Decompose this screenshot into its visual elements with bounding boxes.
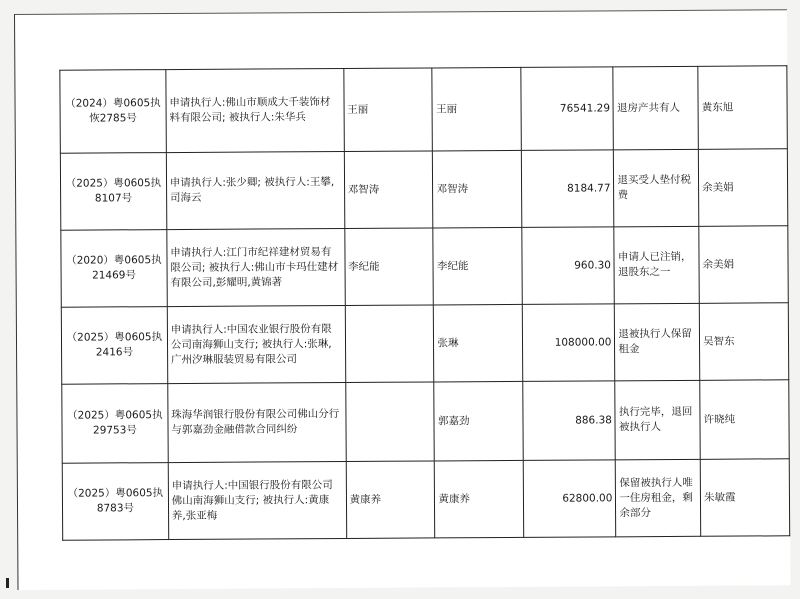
handling-officer: 黄东旭 <box>698 66 787 150</box>
refund-amount: 76541.29 <box>521 67 614 151</box>
payer-name <box>345 305 434 383</box>
case-number: （2025）粤0605执29753号 <box>62 384 168 464</box>
payer-name: 邓智涛 <box>344 151 433 229</box>
table-row <box>62 380 789 463</box>
payer-name: 王丽 <box>343 68 432 152</box>
payer-name <box>345 382 434 462</box>
table-row <box>60 66 787 153</box>
case-number: （2025）粤0605执8783号 <box>62 463 168 541</box>
case-number: （2024）粤0605执恢2785号 <box>60 70 166 154</box>
payee-name: 李纪能 <box>433 227 522 305</box>
handling-officer: 许晓纯 <box>700 380 789 460</box>
case-parties: 申请执行人:佛山市顺成大千装饰材料有限公司; 被执行人:朱华兵 <box>166 68 344 152</box>
refund-reason: 申请人已注销，退股东之一 <box>614 226 699 304</box>
table-row <box>61 226 788 307</box>
case-parties: 申请执行人:中国银行股份有限公司佛山南海狮山支行; 被执行人:黄康养,张亚梅 <box>168 461 346 539</box>
case-number: （2020）粤0605执21469号 <box>61 230 167 308</box>
scan-edge-mark <box>6 578 9 588</box>
case-parties: 申请执行人:张少卿; 被执行人:王攀,司海云 <box>166 151 344 229</box>
payee-name: 王丽 <box>432 67 521 151</box>
payee-name: 黄康养 <box>435 460 524 538</box>
table-row <box>62 459 789 540</box>
refund-reason: 退买受人垫付税费 <box>614 149 699 227</box>
refund-amount: 108000.00 <box>523 304 616 382</box>
case-parties: 申请执行人:江门市纪祥建材贸易有限公司; 被执行人:佛山市卡玛仕建材有限公司,彭耀明,黄锦著 <box>167 228 345 306</box>
document-sheet <box>14 9 791 590</box>
table-row <box>61 303 788 384</box>
refund-reason: 执行完毕，退回被执行人 <box>615 380 700 460</box>
payee-name: 邓智涛 <box>433 150 522 228</box>
case-parties: 申请执行人:中国农业银行股份有限公司南海狮山支行; 被执行人:张琳,广州汐琳服装贸易有限公司 <box>167 305 345 383</box>
case-parties: 珠海华润银行股份有限公司佛山分行与郭嘉劲金融借款合同纠纷 <box>168 382 346 462</box>
handling-officer: 余美娟 <box>698 149 787 227</box>
payee-name: 郭嘉劲 <box>434 381 523 461</box>
refund-amount: 62800.00 <box>524 460 617 538</box>
refund-reason: 保留被执行人唯一住房租金，剩余部分 <box>616 459 701 537</box>
handling-officer: 朱敏霞 <box>700 459 789 537</box>
payer-name: 李纪能 <box>344 228 433 306</box>
refund-amount: 960.30 <box>522 227 615 305</box>
refund-amount: 886.38 <box>523 381 616 461</box>
case-refund-table <box>59 65 790 540</box>
refund-reason: 退房产共有人 <box>613 66 698 150</box>
payee-name: 张琳 <box>434 304 523 382</box>
handling-officer: 余美娟 <box>699 226 788 304</box>
refund-reason: 退被执行人保留租金 <box>615 303 700 381</box>
case-number: （2025）粤0605执8107号 <box>60 153 166 231</box>
refund-amount: 8184.77 <box>522 150 615 228</box>
payer-name: 黄康养 <box>346 461 435 539</box>
table-row <box>60 149 787 230</box>
case-number: （2025）粤0605执2416号 <box>61 307 167 385</box>
handling-officer: 吴智东 <box>699 303 788 381</box>
